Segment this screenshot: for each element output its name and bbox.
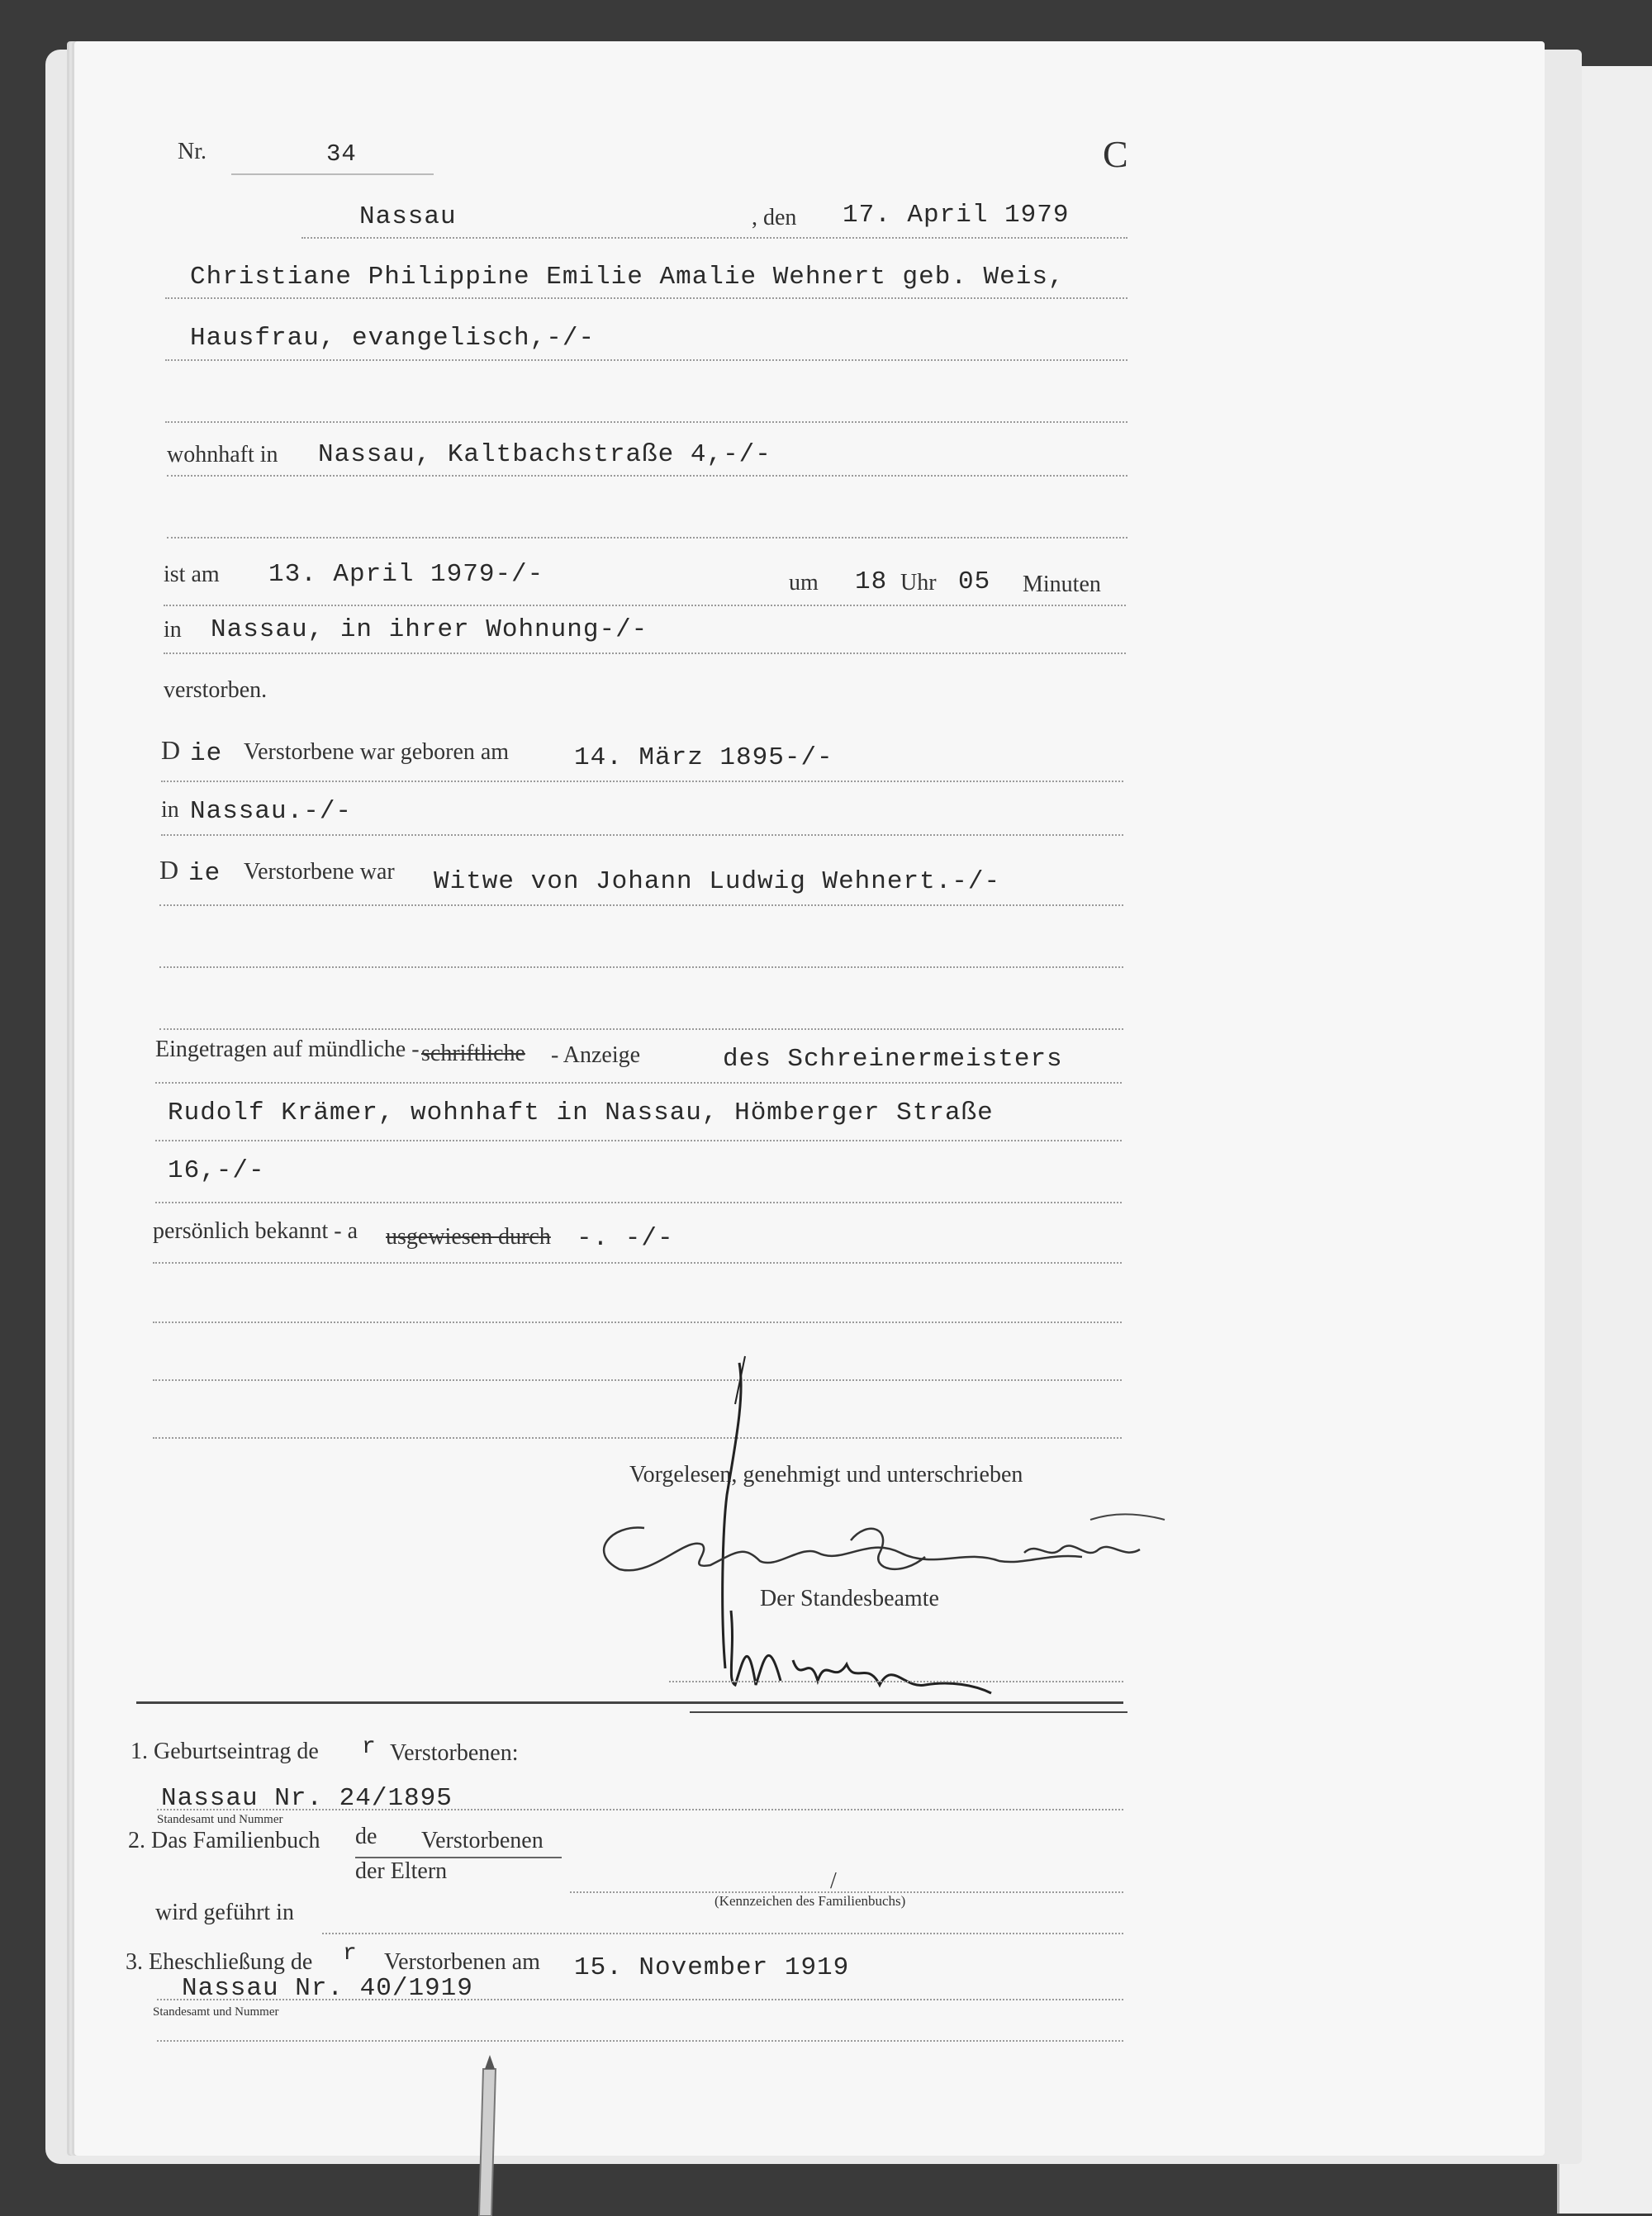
item2-slash: / [830, 1868, 837, 1894]
deceased-occupation: Hausfrau, evangelisch,-/- [190, 324, 596, 353]
eingetragen-label: Eingetragen auf mündliche - [155, 1037, 420, 1062]
minuten-label: Minuten [1023, 572, 1101, 597]
register-letter: C [1103, 133, 1128, 175]
den-label: , den [752, 205, 797, 230]
nr-label: Nr. [178, 139, 206, 164]
ie-suffix: ie [190, 739, 223, 768]
wohnhaft-label: wohnhaft in [167, 442, 278, 467]
birth-place: Nassau.-/- [190, 797, 353, 826]
status-label: Verstorbene war [244, 859, 395, 885]
birth-date: 14. März 1895-/- [574, 743, 833, 772]
item2-de: de [355, 1824, 377, 1849]
ist-am-label: ist am [164, 562, 220, 587]
informant-line-1: des Schreinermeisters [723, 1045, 1063, 1074]
item3-label-b: Verstorbenen am [384, 1949, 540, 1975]
uhr-label: Uhr [900, 570, 937, 596]
item2-verstorbenen: Verstorbenen [421, 1828, 544, 1853]
item1-label-b: Verstorbenen: [390, 1740, 519, 1766]
birth-entry-value: Nassau Nr. 24/1895 [161, 1784, 453, 1813]
born-label: Verstorbene war geboren am [244, 739, 510, 765]
in-label-2: in [161, 797, 179, 823]
bekannt-suffix: -. -/- [577, 1224, 674, 1253]
item3-suffix: r [343, 1941, 357, 1967]
marriage-date: 15. November 1919 [574, 1953, 850, 1982]
death-hour: 18 [855, 567, 888, 596]
ie-suffix-2: ie [188, 859, 221, 888]
standesamt-label-2: Standesamt und Nummer [153, 2005, 279, 2019]
standesamt-label: Standesamt und Nummer [157, 1813, 283, 1826]
vorgelesen-label: Vorgelesen, genehmigt und unterschrieben [629, 1462, 1023, 1488]
informant-line-2: Rudolf Krämer, wohnhaft in Nassau, Hömberger Straße [168, 1099, 994, 1127]
deceased-name: Christiane Philippine Emilie Amalie Wehnert geb. Weis, [190, 263, 1065, 292]
wird-label: wird geführt in [155, 1900, 294, 1925]
ausgewiesen-struck: usgewiesen durch [386, 1224, 551, 1250]
bekannt-label: persönlich bekannt - a [153, 1218, 358, 1244]
informant-line-3: 16,-/- [168, 1156, 265, 1185]
record-date: 17. April 1979 [843, 201, 1070, 230]
death-minutes: 05 [958, 567, 991, 596]
schriftliche-struck: schriftliche [421, 1041, 525, 1066]
death-place: Nassau, in ihrer Wohnung-/- [211, 615, 648, 644]
marriage-entry-value: Nassau Nr. 40/1919 [182, 1974, 473, 2003]
residence-value: Nassau, Kaltbachstraße 4,-/- [318, 440, 771, 469]
item3-label: 3. Eheschließung de [126, 1949, 313, 1975]
item1-suffix: r [362, 1734, 376, 1760]
in-label: in [164, 617, 182, 643]
anzeige-label: - Anzeige [551, 1042, 641, 1068]
nr-value: 34 [326, 140, 357, 168]
death-date: 13. April 1979-/- [268, 560, 544, 589]
item2-eltern: der Eltern [355, 1858, 448, 1884]
kennzeichen-label: (Kennzeichen des Familienbuchs) [714, 1893, 906, 1909]
item2-label: 2. Das Familienbuch [128, 1828, 320, 1853]
place-value: Nassau [359, 202, 457, 231]
standesbeamte-label: Der Standesbeamte [760, 1586, 939, 1611]
um-label: um [789, 570, 819, 596]
verstorben-label: verstorben. [164, 677, 268, 703]
status-value: Witwe von Johann Ludwig Wehnert.-/- [434, 867, 1001, 896]
d-letter-2: D [159, 855, 179, 885]
d-letter: D [161, 735, 181, 765]
item1-label: 1. Geburtseintrag de [131, 1739, 319, 1764]
